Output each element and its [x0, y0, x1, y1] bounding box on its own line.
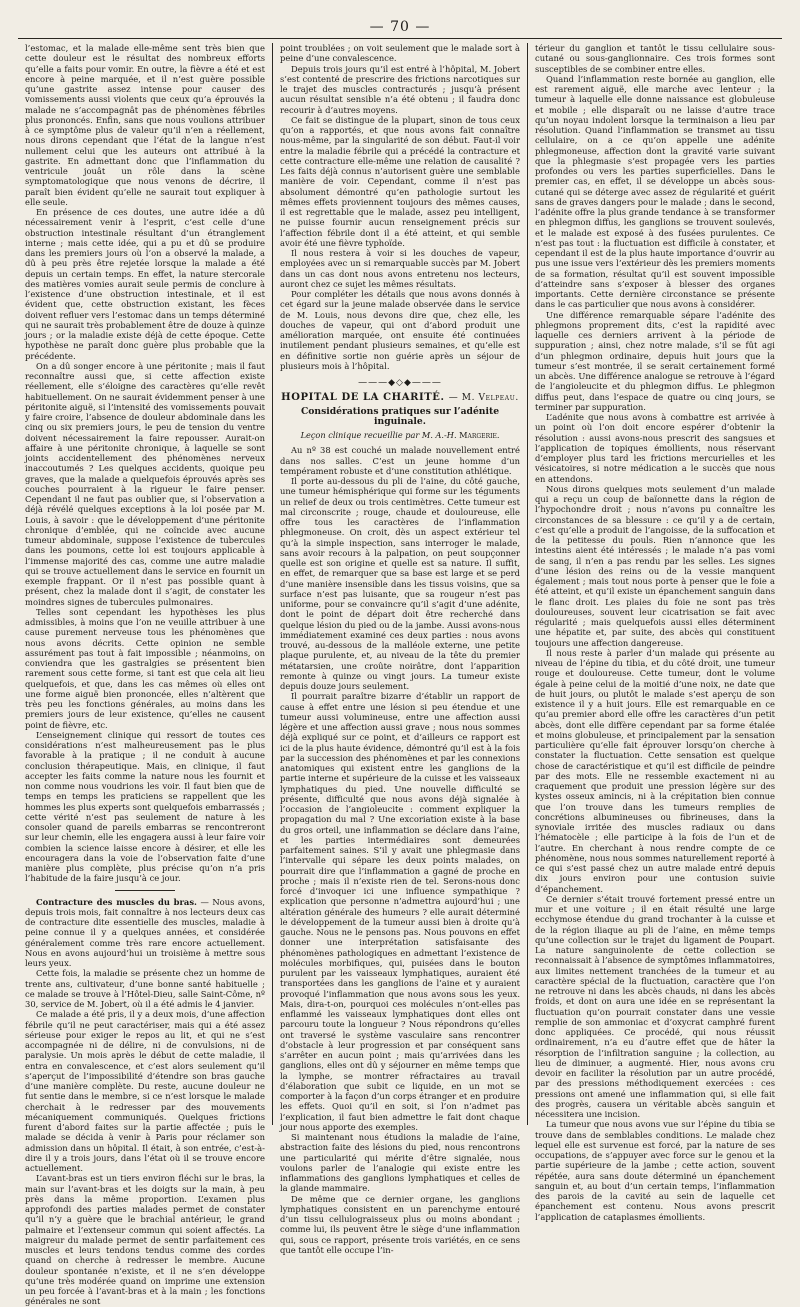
paragraph: Il nous restera à voir si les douches de vapeur, employées avec un si remarquable succès par M. Jobert dans un cas dont nous avons entretenu nos lecteurs, auront chez ce sujet les mêmes résultats.: [280, 248, 520, 289]
ornament-divider: ———◆◇◆———: [358, 378, 442, 388]
paragraph: Ce malade a été pris, il y a deux mois, d’une affection fébrile qu’il ne peut caractériser, mais qui a été assez sérieuse pour exiger le repos au lit, et qui ne s’est accompagnée ni de délire, ni de convulsions, ni de paralysie. Un mois après le début de cette maladie, il entra en convalescence, et c’est alors seulement qu’il s’aperçut de l’impossibilité d’étendre son bras gauche d’une manière complète. Du reste, aucune douleur ne fut sentie dans le membre, si ce n’est lorsque le malade cherchait à le redresser par des mouvements mécaniquement communiqués. Quelques frictions furent d’abord faites sur la partie affectée ; puis le malade se décida à venir à Paris pour réclamer son admission dans un hôpital. Il était, à son entrée, c’est-à-dire il y a trois jours, dans l’état où il se trouve encore actuellement.: [25, 1009, 265, 1173]
paragraph: Une différence remarquable sépare l’adénite des phlegmons proprement dits, c’est la rapidité avec laquelle ces derniers arrivent à la période de suppuration ; ainsi, chez notre malade, s’il se fût agi d’un phlegmon ordinaire, depuis huit jours que la tumeur s’est montrée, il se serait certainement formé un abcès. Une différence analogue se retrouve à l’égard de l’angioleucite et du phlegmon diffus. Le phlegmon diffus peut, dans l’espace de quatre ou cinq jours, se terminer par suppuration.: [535, 309, 775, 412]
paragraph: [25, 897, 265, 969]
paragraph: La tumeur que nous avons vue sur l’épine du tibia se trouve dans de semblables conditions. Le malade chez lequel elle est survenue est forcé, par la nature de ses occupations, de s’appuyer avec force sur le genou et la partie supérieure de la jambe ; cette action, souvent répétée, aura sans doute déterminé un épanchement sanguin et, au bout d’un certain temps, l’inflammation des parois de la cavité au sein de laquelle cet épanchement est contenu. Nous avons prescrit l’application de cataplasmes émollients.: [535, 1119, 775, 1222]
paragraph: Telles sont cependant les hypothèses les plus admissibles, à moins que l’on ne veuille attribuer à une cause purement nerveuse tous les phénomènes que nous avons décrits. Cette opinion ne semble assurément pas tout à fait impossible ; néanmoins, on conviendra que les gastralgies se présentent bien rarement sous cette forme, si tant est que cela ait lieu quelquefois, et que, dans les cas mêmes où elles ont une forme aiguë bien prononcée, elles n’altèrent que très peu les fonctions générales, au moins dans les premiers jours de leur existence, qu’elles ne causent point de fièvre, etc.: [25, 606, 265, 730]
paragraph: point troublées ; on voit seulement que le malade sort à peine d’une convalescence.: [280, 43, 520, 64]
lecture-credit-name: Margerie.: [459, 430, 500, 440]
lecture-credit: [280, 430, 520, 440]
paragraph: Ce fait se distingue de la plupart, sinon de tous ceux qu’on a rapportés, et que nous avons fait connaître nous-même, par la singularité de son début. Faut-il voir entre la maladie fébrile qui a précédé la contracture et cette contracture elle-même une relation de causalité ? Les faits déjà connus n’autorisent guère une semblable manière de voir. Cependant, comme il n’est pas absolument démontré qu’en pathologie surtout les mêmes effets proviennent toujours des mêmes causes, il est regrettable que le malade, assez peu intelligent, ne puisse fournir aucun renseignement précis sur l’affection fébrile dont il a été atteint, et qui semble avoir été une fièvre typhoïde.: [280, 114, 520, 248]
paragraph: De même que ce dernier organe, les ganglions lymphatiques consistent en un parenchyme entouré d’un tissu cellulograisseux plus ou moins abondant ; comme lui, ils peuvent être le siège d’une inflammation qui, sous ce rapport, présente trois variétés, en ce sens que tantôt elle occupe l’in-: [280, 1193, 520, 1255]
paragraph: Il pourrait paraître bizarre d’établir un rapport de cause à effet entre une lésion si peu étendue et une tumeur aussi volumineuse, entre une affection aussi légère et une affection aussi grave ; nous nous sommes déjà expliqué sur ce point, et d’ailleurs ce rapport est ici de la plus haute évidence, démontré qu’il est à la fois par la succession des phénomènes et par les connexions anatomiques qui existent entre les ganglions de la partie interne et supérieure de la cuisse et les vaisseaux lymphatiques du pied. Une nouvelle difficulté se présente, difficulté que nous avons déjà signalée à l’occasion de l’angioleucite : comment expliquer la propagation du mal ? Une excoriation existe à la base du gros orteil, une inflammation se déclare dans l’aine, et les parties intermédiaires sont demeurées parfaitement saines. S’il y avait une phlegmasie dans l’intervalle qui sépare les deux points malades, on pourrait dire que l’inflammation a gagné de proche en proche ; mais il n’existe rien de tel. Serons-nous donc forcé d’invoquer ici une influence sympathique ? explication que personne n’admettra aujourd’hui ; une altération générale des humeurs ? elle aurait déterminé le développement de la tumeur aussi bien à droite qu’à gauche. Nous ne le pensons pas. Nous pouvons en effet donner une interprétation satisfaisante des phénomènes pathologiques en admettant l’existence de molécules morbifiques, qui, puisées dans le bouton purulent par les vaisseaux lymphatiques, auraient été transportées dans les ganglions de l’aine et y auraient provoqué l’inflammation que nous avons sous les yeux. Mais, dira-t-on, pourquoi ces molécules n’ont-elles pas enflammé les vaisseaux lymphatiques dont elles ont parcouru toute la longueur ? Nous répondrons qu’elles ont traversé le système vasculaire sans rencontrer d’obstacle à leur progression et par conséquent sans s’arrêter en aucun point ; mais qu’arrivées dans les ganglions, elles ont dû y séjourner en même temps que la lymphe, se montrer réfractaires au travail d’élaboration que subit ce liquide, en un mot se comporter à la façon d’un corps étranger et en produire les effets. Quoi qu’il en soit, si l’on n’admet pas l’explication, il faut bien admettre le fait dont chaque jour nous apporte des exemples.: [280, 691, 521, 1132]
paragraph: Nous dirons quelques mots seulement d’un malade qui a reçu un coup de baïonnette dans la région de l’hypochondre droit ; nous n’avons pu connaître les circonstances de sa blessure : ce qu’il y a de certain, c’est qu’elle a produit de l’angoisse, de la suffocation et de la petitesse du pouls. Rien n’annonce que les intestins aient été intéressés ; le malade n’a pas vomi de sang, il n’en a pas rendu par les selles. Les signes d’une lésion des reins ou de la vessie manquent également ; mais tout nous porte à penser que le foie a été atteint, et qu’il existe un épanchement sanguin dans le flanc droit. Les plaies du foie ne sont pas très douloureuses, souvent leur cicatrisation se fait avec régularité ; mais quelquefois aussi elles déterminent une hépatite et, par suite, des abcès qui constituent toujours une affection dangereuse.: [535, 483, 775, 648]
column-3: [527, 43, 782, 1222]
paragraph: Il porte au-dessous du pli de l’aine, du côté gauche, une tumeur hémisphérique qui forme sur les téguments un relief de deux ou trois centimètres. Cette tumeur est mal circonscrite ; rouge, chaude et douloureuse, elle offre tous les caractères de l’inflammation phlegmoneuse. On croit, dès un aspect extérieur tel qu’à la simple inspection, sans interroger le malade, sans avoir recours à la palpation, on peut soupçonner quelle est son origine et quelle est sa nature. Il suffit, en effet, de remarquer que sa base est large et se perd d’une manière insensible dans les tissus voisins, que sa surface n’est pas luisante, que sa rougeur n’est pas uniforme, pour se convaincre qu’il s’agit d’une adénite, dont le point de départ doit être recherché dans quelque lésion du pied ou de la jambe. Aussi avons-nous immédiatement examiné ces deux parties : nous avons trouvé, au-dessous de la malléole externe, une petite plaque purulente, et, au niveau de la tête du premier métatarsien, une croûte noirâtre, dont l’apparition remonte à quinze ou vingt jours. La tumeur existe depuis douze jours seulement.: [280, 476, 520, 691]
paragraph: Si maintenant nous étudions la maladie de l’aine, abstraction faite des lésions du pied, nous rencontrons une particularité qui mérite d’être signalée, nous voulons parler de l’analogie qui existe entre les inflammations des ganglions lymphatiques et celles de la glande mammaire.: [280, 1132, 520, 1194]
paragraph: On a dû songer encore à une péritonite ; mais il faut reconnaître aussi que, si cette affection existe réellement, elle s’éloigne des caractères qu’elle revêt habituellement. On ne saurait évidemment penser à une péritonite aiguë, si l’intensité des vomissements pouvait y faire croire, l’absence de douleur abdominale dans les cinq ou six premiers jours, le peu de tension du ventre doivent nécessairement la faire repousser. Aurait-on affaire à une péritonite chronique, à laquelle se sont joints accidentellement des phénomènes nerveux inaccoutumés ? Les quelques accidents, quoique peu graves, que la malade a quelquefois éprouvés après ses couches pourraient à la rigueur le faire penser. Cependant il ne faut pas oublier que, si l’observation a déjà révélé quelques exceptions à la loi posée par M. Louis, à savoir : que le développement d’une péritonite chronique d’emblée, qui ne coïncide avec aucune tumeur abdominale, suppose l’existence de tubercules dans les poumons, cette loi est toujours applicable à l’immense majorité des cas, comme une autre maladie qui se trouve actuellement dans le service en fournit un exemple frappant. Or il n’est pas possible quant à présent, chez la malade dont il s’agit, de constater les moindres signes de tubercules pulmonaires.: [25, 360, 265, 607]
section-subtitle: Considérations pratiques sur l’adénite inguinale.: [300, 405, 500, 427]
paragraph: L’enseignement clinique qui ressort de toutes ces considérations n’est malheureusement pas le plus favorable à la pratique ; il ne conduit à aucune conclusion thérapeutique. Mais, en clinique, il faut accepter les faits comme la nature nous les fournit et non comme nous voudrions les voir. Il faut bien que de temps en temps les praticiens se rappellent que les hommes les plus experts sont quelquefois embarrassés ; cette vérité n’est pas seulement de nature à les consoler quand de pareils embarras se rencontreront sur leur chemin, elle les engagera aussi à leur faire voir combien la science laisse encore à désirer, et elle les encouragera dans la voie de l’observation faite d’une manière plus complète, plus précise qu’on n’a pris l’habitude de la faire jusqu’à ce jour.: [25, 729, 265, 884]
paragraph: Pour compléter les détails que nous avons donnés à cet égard sur la jeune malade observée dans le service de M. Louis, nous devons dire que, chez elle, les douches de vapeur, qui ont d’abord produit une amélioration marquée, ont ensuite été continuées inutilement pendant plusieurs semaines, et qu’elle est en définitive sortie non guérie après un séjour de plusieurs mois à l’hôpital.: [280, 289, 520, 371]
paragraph: Quand l’inflammation reste bornée au ganglion, elle est rarement aiguë, elle marche avec lenteur ; la tumeur à laquelle elle donne naissance est globuleuse et mobile ; elle disparaît ou ne laisse d’autre trace qu’un noyau indolent lorsque la terminaison a lieu par résolution. Quand l’inflammation se transmet au tissu cellulaire, on a ce qu’on appelle une adénite phlegmoneuse, affection dont la gravité varie suivant que la phlegmasie s’est propagée vers les parties profondes ou vers les parties superficielles. Dans le premier cas, en effet, il se développe un abcès sous-cutané qui se déterge avec assez de régularité et guérit sans de graves dangers pour le malade ; dans le second, l’adénite offre la plus grande tendance à se transformer en phlegmon diffus, les ganglions se trouvent soulevés, et le malade est exposé à des fusées purulentes. Ce n’est pas tout : la fluctuation est difficile à constater, et cependant il est de la plus haute importance d’ouvrir au pus une issue vers l’extérieur dès les premiers moments de sa formation, résultat qu’il est souvent impossible d’atteindre sans s’exposer à blesser des organes importants. Cette dernière circonstance se présente dans le cas particulier que nous avons à considérer.: [535, 73, 775, 310]
column-2: [272, 43, 527, 1255]
text-columns: [18, 43, 782, 1307]
lecture-credit-text: Leçon clinique recueillie par M. A.-H.: [300, 430, 460, 440]
run-in-heading: Contracture des muscles du bras.: [36, 896, 197, 907]
paragraph: l’estomac, et la malade elle-même sent très bien que cette douleur est le résultat des nombreux efforts qu’elle a faits pour vomir. En outre, la fièvre a été et est encore à peine marquée, et il n’est guère possible qu’une gastrite assez intense pour causer des vomissements aussi violents que ceux qu’a éprouvés la malade ne s’accompagnât pas de phénomènes fébriles plus prononcés. Enfin, sans que nous voulions attribuer à ce symptôme plus de valeur qu’il n’en a réellement, nous dirons cependant que l’état de la langue n’est nullement celui que les auteurs ont attribué à la gastrite. En admettant donc que l’inflammation du ventricule jouât un rôle dans la scène symptomatologique que nous venons de décrire, il paraît bien évident qu’elle ne saurait tout expliquer à elle seule.: [25, 43, 265, 207]
column-1: [18, 43, 272, 1307]
page-number: — 70 —: [369, 19, 431, 35]
paragraph-text: — Nous avons, depuis trois mois, fait connaître à nos lecteurs deux cas de contracture dite essentielle des muscles, maladie à peine connue il y a quelques années, et considérée généralement comme très rare encore actuellement. Nous en avons aujourd’hui un troisième à mettre sous leurs yeux.: [25, 896, 266, 968]
paragraph: L’avant-bras est un tiers environ fléchi sur le bras, la main sur l’avant-bras et les doigts sur la main, à peu près dans la même proportion. L’examen plus approfondi des parties malades permet de constater qu’il n’y a guère que le brachial antérieur, le grand palmaire et l’extenseur commun qui soient affectés. La maigreur du malade permet de sentir parfaitement ces muscles et leurs tendons tendus comme des cordes quand on cherche à redresser le membre. Aucune douleur spontanée n’existe, et il ne s’en développe qu’une très modérée quand on imprime une extension un peu forcée à l’avant-bras et à la main ; les fonctions générales ne sont: [25, 1173, 265, 1307]
paragraph: Au nº 38 est couché un malade nouvellement entré dans nos salles. C’est un jeune homme d’un tempérament robuste et d’une constitution athlétique.: [280, 445, 520, 476]
paragraph: En présence de ces doutes, une autre idée a dû nécessairement venir à l’esprit, c’est celle d’une obstruction intestinale résultant d’un étranglement interne ; mais cette idée, qui a pu et dû se produire dans les premiers jours où l’on a observé la malade, a dû à peu près être rejetée lorsque la malade a été depuis un certain temps. En effet, la nature stercorale des matières vomies aurait seule permis de conclure à l’existence d’une obstruction intestinale, et il est évident que, cette obstruction existant, les fèces doivent refluer vers l’estomac dans un temps déterminé qui ne saurait très probablement être de douze à quinze jours ; or la maladie existe déjà de cette époque. Cette hypothèse ne paraît donc guère plus probable que la précédente.: [25, 207, 265, 361]
paragraph: térieur du ganglion et tantôt le tissu cellulaire sous-cutané ou sous-ganglionnaire. Ces trois formes sont susceptibles de se combiner entre elles.: [535, 43, 775, 74]
paragraph: Cette fois, la maladie se présente chez un homme de trente ans, cultivateur, d’une bonne santé habituelle ; ce malade se trouve à l’Hôtel-Dieu, salle Saint-Côme, nº 30, service de M. Jobert, où il a été admis le 4 janvier.: [25, 968, 265, 1009]
header-rule: [18, 38, 782, 39]
section-author: — M. Velpeau.: [448, 393, 519, 404]
paragraph: Depuis trois jours qu’il est entré à l’hôpital, M. Jobert s’est contenté de prescrire des frictions narcotiques sur le trajet des muscles contracturés ; jusqu’à présent aucun résultat sensible n’a été obtenu ; il faudra donc recourir à d’autres moyens.: [280, 63, 520, 115]
hospital-name: HOPITAL DE LA CHARITÉ.: [281, 392, 445, 404]
section-title: [280, 393, 520, 403]
paragraph: Il nous reste à parler d’un malade qui présente au niveau de l’épine du tibia, et du côté droit, une tumeur rouge et douloureuse. Cette tumeur, dont le volume égale à peine celui de la moitié d’une noix, ne date que de huit jours, ou plutôt le malade s’est aperçu de son existence il y a huit jours. Elle est remarquable en ce qu’au premier abord elle offre les caractères d’un petit abcès, dont elle diffère cependant par sa forme étalée et moins globuleuse, et principalement par la sensation particulière qu’elle fait éprouver lorsqu’on cherche à constater la fluctuation. Cette sensation est quelque chose de caractéristique et qu’il est difficile de peindre par des mots. Elle ne ressemble exactement ni au craquement que produit une pression légère sur des kystes osseux amincis, ni à la crépitation bien connue que l’on trouve dans les tumeurs remplies de concrétions albumineuses ou fibrineuses, dans la synoviale irritée des muscles radiaux ou dans l’hématocèle ; elle participe à la fois de l’un et de l’autre. En cherchant à nous rendre compte de ce phénomène, nous nous sommes naturellement reporté à ce qui s’est passé chez un autre malade entré depuis dix jours environ pour une contusion suivie d’épanchement.: [535, 647, 775, 894]
section-divider: [115, 890, 175, 891]
paragraph: Ce dernier s’était trouvé fortement pressé entre un mur et une voiture ; il en était résulté une large ecchymose étendue du grand trochanter à la cuisse et de la région iliaque au pli de l’aine, en même temps qu’une collection sur le trajet du ligament de Poupart. La nature sanguinolente de cette collection se reconnaissait à l’absence de symptômes inflammatoires, aux limites nettement tranchées de la tumeur et au caractère spécial de la fluctuation, caractère que l’on ne retrouve ni dans les abcès chauds, ni dans les abcès froids, et dont on aura une idée en se représentant la fluctuation qu’on pourrait constater dans une vessie remplie de son ammoniac et d’oxycrat camphré furent donc appliquées. Ce procédé, qui nous réussit ordinairement, n’a eu d’autre effet que de hâter la résorption de l’infiltration sanguine ; la collection, au lieu de diminuer, a augmenté. Hier, nous avons cru devoir en faciliter la résolution par un autre procédé, par des pressions méthodiquement exercées : ces pressions ont amené une inflammation qui, si elle fait des progrès, causera un véritable abcès sanguin et nécessitera une incision.: [535, 893, 775, 1119]
paragraph: L’adénite que nous avons à combattre est arrivée à un point où l’on doit encore espérer d’obtenir la résolution : aussi avons-nous prescrit des sangsues et l’application de topiques émollients, nous réservant d’employer plus tard les frictions mercurielles et les vésicatoires, si notre médication a le succès que nous en attendons.: [535, 412, 775, 484]
